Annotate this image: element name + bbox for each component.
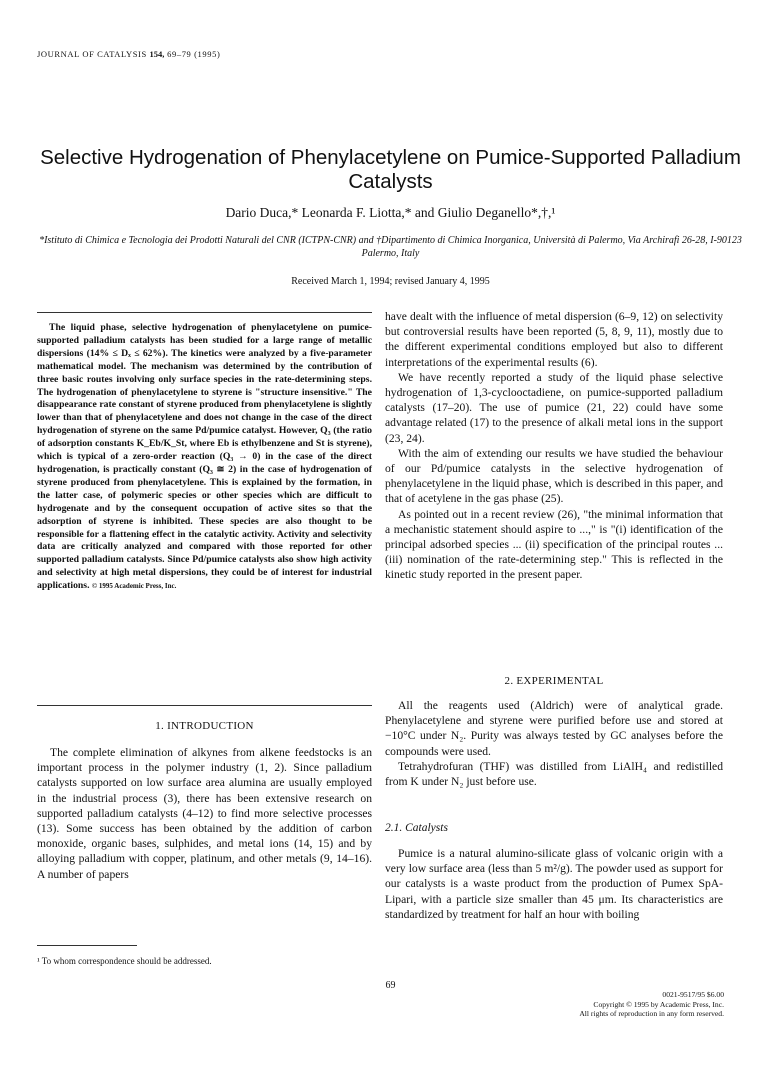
subsection-heading-catalysts: 2.1. Catalysts	[385, 822, 448, 834]
journal-pages-year: 69–79 (1995)	[167, 49, 221, 59]
journal-header	[37, 49, 220, 59]
paragraph: have dealt with the influence of metal dispersion (6–9, 12) on selectivity but controversial results have been reported (5, 8, 9, 11), mostly due to the different experimental conditions employed but also to different interpretations of the experimental results (6).	[385, 310, 723, 369]
footnote: ¹ To whom correspondence should be addressed.	[37, 956, 212, 966]
abstract-copyright: © 1995 Academic Press, Inc.	[91, 582, 177, 591]
catalysts-text	[385, 846, 723, 922]
abstract-text: The liquid phase, selective hydrogenation of phenylacetylene on pumice-supported palladium catalysts has been studied for a large range of metallic dispersions (14% ≤ Dₓ ≤ 62%). The kinetics were analyzed by a five-parameter mathematical model. The mechanism was determined by the contribution of three basic routes involving only surface species in the rate-determining steps. The hydrogenation of phenylacetylene to styrene is "structure insensitive." The disappearance rate constant of styrene produced from phenylacetylene is slightly lower than that of phenylacetylene and does not change in the case of the direct hydrogenation of styrene on the same Pd/pumice catalyst. However, Q₃ (the ratio of adsorption constants K_Eb/K_St, where Eb is ethylbenzene and St is styrene), which is typical of a zero-order reaction (Q₃ → 0) in the case of the direct hydrogenation, is practically constant (Q₃ ≅ 2) in the case of hydrogenation of styrene produced from phenylacetylene. This is explained by the formation, in the latter case, of polymeric species or other species which are difficult to hydrogenate and by the consequent occupation of active sites so that the adsorption of styrene is inhibited. These species are also thought to be responsible for a flattening effect in the catalytic activity. Activity and selectivity data are critically analyzed and compared with those reported for other supported palladium catalysts. Since Pd/pumice catalysts also show high activity and selectivity at high metal dispersions, they could be of interest for industrial applications.	[37, 322, 372, 592]
rights-line: All rights of reproduction in any form reserved.	[579, 1009, 724, 1019]
paragraph: As pointed out in a recent review (26), "the minimal information that a mechanistic statement should aspire to ...," is "(i) identification of the principal adsorbed species ... (ii) specification of the principal routes ... (iii) nomination of the rate-determining step." This is reflected in the kinetic study reported in the present paper.	[385, 507, 723, 582]
section-heading-experimental: 2. EXPERIMENTAL	[504, 675, 604, 687]
abstract	[37, 322, 372, 593]
paper-title: Selective Hydrogenation of Phenylacetylene on Pumice-Supported Palladium Catalysts	[40, 146, 741, 193]
issn-price: 0021-9517/95 $6.00	[662, 990, 724, 999]
paragraph: The complete elimination of alkynes from alkene feedstocks is an important process in the polymer industry (1, 2). Since palladium catalysts supported on low surface area alumina are usually employed in the industrial process (3), there has been extensive research on supported palladium catalysts (4–12) to find more selective processes (13). Some success has been obtained by the addition of carbon monoxide, organic bases, sulphides, and metal ions (14, 15) and by alloying palladium with copper, platinum, and other metals (9, 14–16). A number of papers	[37, 746, 372, 881]
experimental-text	[385, 698, 723, 789]
authors: Dario Duca,* Leonarda F. Liotta,* and Giulio Deganello*,†,¹	[225, 205, 556, 220]
abstract-top-rule	[37, 312, 372, 313]
footnote-rule	[37, 945, 137, 946]
journal-name: JOURNAL OF CATALYSIS	[37, 49, 147, 59]
received-dates: Received March 1, 1994; revised January 4, 1995	[291, 276, 490, 287]
page-number: 69	[385, 980, 396, 991]
affiliation: *Istituto di Chimica e Tecnologia dei Prodotti Naturali del CNR (ICTPN-CNR) and †Dipartimento di Chimica Inorganica, Università di Palermo, Via Archirafi 26-28, I-90123 Palermo, Italy	[39, 235, 742, 259]
paragraph: With the aim of extending our results we have studied the behaviour of our Pd/pumice catalysts in the selective hydrogenation of phenylacetylene in the liquid phase, which is described in this paper, and that of acetylene in the gas phase (25).	[385, 446, 723, 506]
section-heading-introduction: 1. INTRODUCTION	[155, 720, 254, 732]
paragraph: Pumice is a natural alumino-silicate glass of volcanic origin with a very low surface area (less than 5 m²/g). The powder used as support for our catalysts is a waste product from the production of Pumex SpA-Lipari, with a particle size smaller than 45 μm. Its characteristics are standardized by treatment for half an hour with boiling	[385, 847, 723, 921]
copyright-line: Copyright © 1995 by Academic Press, Inc.	[593, 999, 724, 1009]
journal-volume: 154,	[149, 49, 165, 59]
paragraph: Tetrahydrofuran (THF) was distilled from LiAlH₄ and redistilled from K under N₂ just before use.	[385, 759, 723, 789]
paragraph: We have recently reported a study of the liquid phase selective hydrogenation of 1,3-cyclooctadiene, on pumice-supported palladium catalysts (17–20). The use of pumice (21, 22) could have some advantage related (17) to the presence of alkali metal ions in the support (23, 24).	[385, 370, 723, 445]
paragraph: All the reagents used (Aldrich) were of analytical grade. Phenylacetylene and styrene were purified before use and stored at −10°C under N₂. Purity was always tested by GC analyses before the compounds were used.	[385, 699, 723, 758]
introduction-text	[37, 745, 372, 882]
right-column-intro	[385, 309, 723, 583]
abstract-bottom-rule	[37, 705, 372, 706]
copyright-block	[579, 990, 724, 1019]
